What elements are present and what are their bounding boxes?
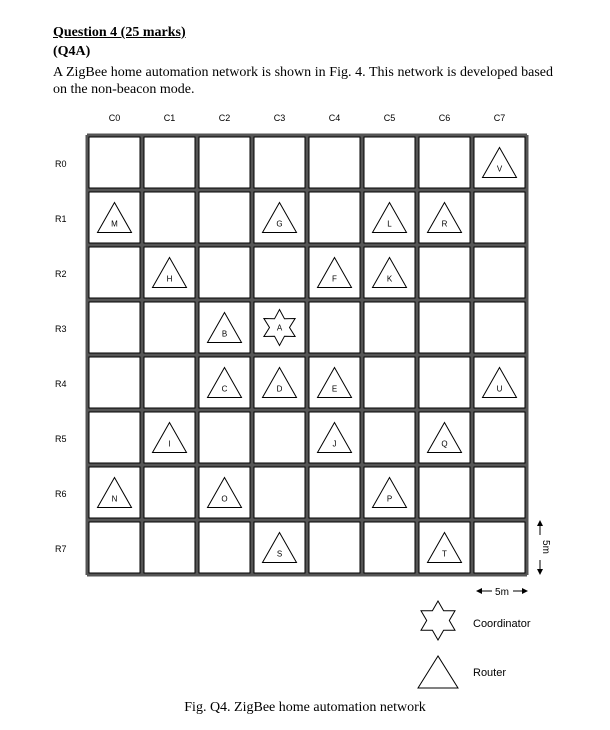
grid-cell: [474, 467, 525, 518]
grid-cell: [419, 247, 470, 298]
router-triangle-icon: [418, 656, 458, 688]
column-label: C1: [163, 113, 176, 123]
grid-cell: [199, 192, 250, 243]
node-label: R: [441, 219, 448, 229]
column-label: C7: [493, 113, 506, 123]
node-label: K: [386, 274, 393, 284]
figure-caption: Fig. Q4. ZigBee home automation network: [184, 700, 426, 715]
node-label: A: [276, 323, 283, 333]
grid-cell: [309, 137, 360, 188]
node-label: L: [387, 219, 392, 229]
row-label: R4: [55, 379, 67, 389]
column-label: C3: [273, 113, 286, 123]
grid-cell: [89, 412, 140, 463]
row-label: R1: [55, 214, 67, 224]
node-label: N: [111, 494, 118, 504]
grid: [87, 135, 527, 575]
grid-cell: [419, 302, 470, 353]
column-label: C4: [328, 113, 341, 123]
grid-cell: [144, 302, 195, 353]
grid-cell: [309, 467, 360, 518]
column-label: C6: [438, 113, 451, 123]
column-label: C2: [218, 113, 231, 123]
node-label: E: [331, 384, 338, 394]
node-label: P: [386, 494, 393, 504]
grid-cell: [89, 522, 140, 573]
node-label: G: [276, 219, 283, 229]
grid-cell: [364, 137, 415, 188]
grid-cell: [474, 247, 525, 298]
node-label: O: [221, 494, 228, 504]
scale-vertical-label: 5m: [540, 540, 551, 554]
grid-cell: [419, 357, 470, 408]
grid-cell: [474, 412, 525, 463]
grid-cell: [474, 302, 525, 353]
grid-cell: [254, 137, 305, 188]
grid-cell: [199, 247, 250, 298]
grid-cell: [474, 192, 525, 243]
row-label: R0: [55, 159, 67, 169]
node-label: F: [332, 274, 337, 284]
grid-cell: [419, 467, 470, 518]
grid-cell: [89, 302, 140, 353]
row-label: R2: [55, 269, 67, 279]
grid-cell: [89, 247, 140, 298]
column-label: C5: [383, 113, 396, 123]
node-label: D: [276, 384, 283, 394]
row-label: R6: [55, 489, 67, 499]
grid-cell: [144, 357, 195, 408]
row-label: R5: [55, 434, 67, 444]
grid-cell: [144, 467, 195, 518]
grid-cell: [199, 137, 250, 188]
grid-cell: [254, 467, 305, 518]
scale-horizontal-label: 5m: [495, 587, 509, 598]
coordinator-star-icon: [421, 601, 455, 640]
grid-cell: [89, 137, 140, 188]
grid-cell: [364, 357, 415, 408]
question-subtitle: (Q4A): [53, 44, 91, 59]
column-label: C0: [108, 113, 121, 123]
node-label: T: [442, 549, 447, 559]
scale-horizontal: [476, 587, 528, 598]
grid-cell: [254, 247, 305, 298]
legend-coordinator-label: Coordinator: [473, 618, 531, 630]
grid-cell: [309, 302, 360, 353]
node-label: Q: [441, 439, 448, 449]
node-label: U: [496, 384, 503, 394]
scale-vertical: [537, 520, 551, 575]
node-label: V: [496, 164, 503, 174]
grid-cell: [199, 412, 250, 463]
grid-cell: [364, 302, 415, 353]
grid-cell: [144, 137, 195, 188]
row-label: R7: [55, 544, 67, 554]
node-label: I: [168, 439, 171, 449]
grid-cell: [89, 357, 140, 408]
question-description: A ZigBee home automation network is shown in Fig. 4. This network is developed based on the non-beacon mode.: [53, 65, 553, 97]
grid-cell: [144, 192, 195, 243]
grid-cell: [309, 192, 360, 243]
grid-cell: [254, 412, 305, 463]
node-label: H: [166, 274, 173, 284]
grid-cell: [144, 522, 195, 573]
node-label: J: [332, 439, 337, 449]
node-label: C: [221, 384, 228, 394]
node-label: B: [221, 329, 228, 339]
legend-router-label: Router: [473, 667, 507, 679]
node-label: M: [111, 219, 118, 229]
grid-cell: [364, 412, 415, 463]
grid-cell: [199, 522, 250, 573]
grid-cell: [309, 522, 360, 573]
legend-coordinator: [421, 601, 531, 640]
node-label: S: [276, 549, 283, 559]
grid-cell: [474, 522, 525, 573]
question-title: Question 4 (25 marks): [53, 25, 186, 40]
legend-router: [418, 656, 506, 688]
grid-cell: [364, 522, 415, 573]
grid-cell: [419, 137, 470, 188]
row-label: R3: [55, 324, 67, 334]
